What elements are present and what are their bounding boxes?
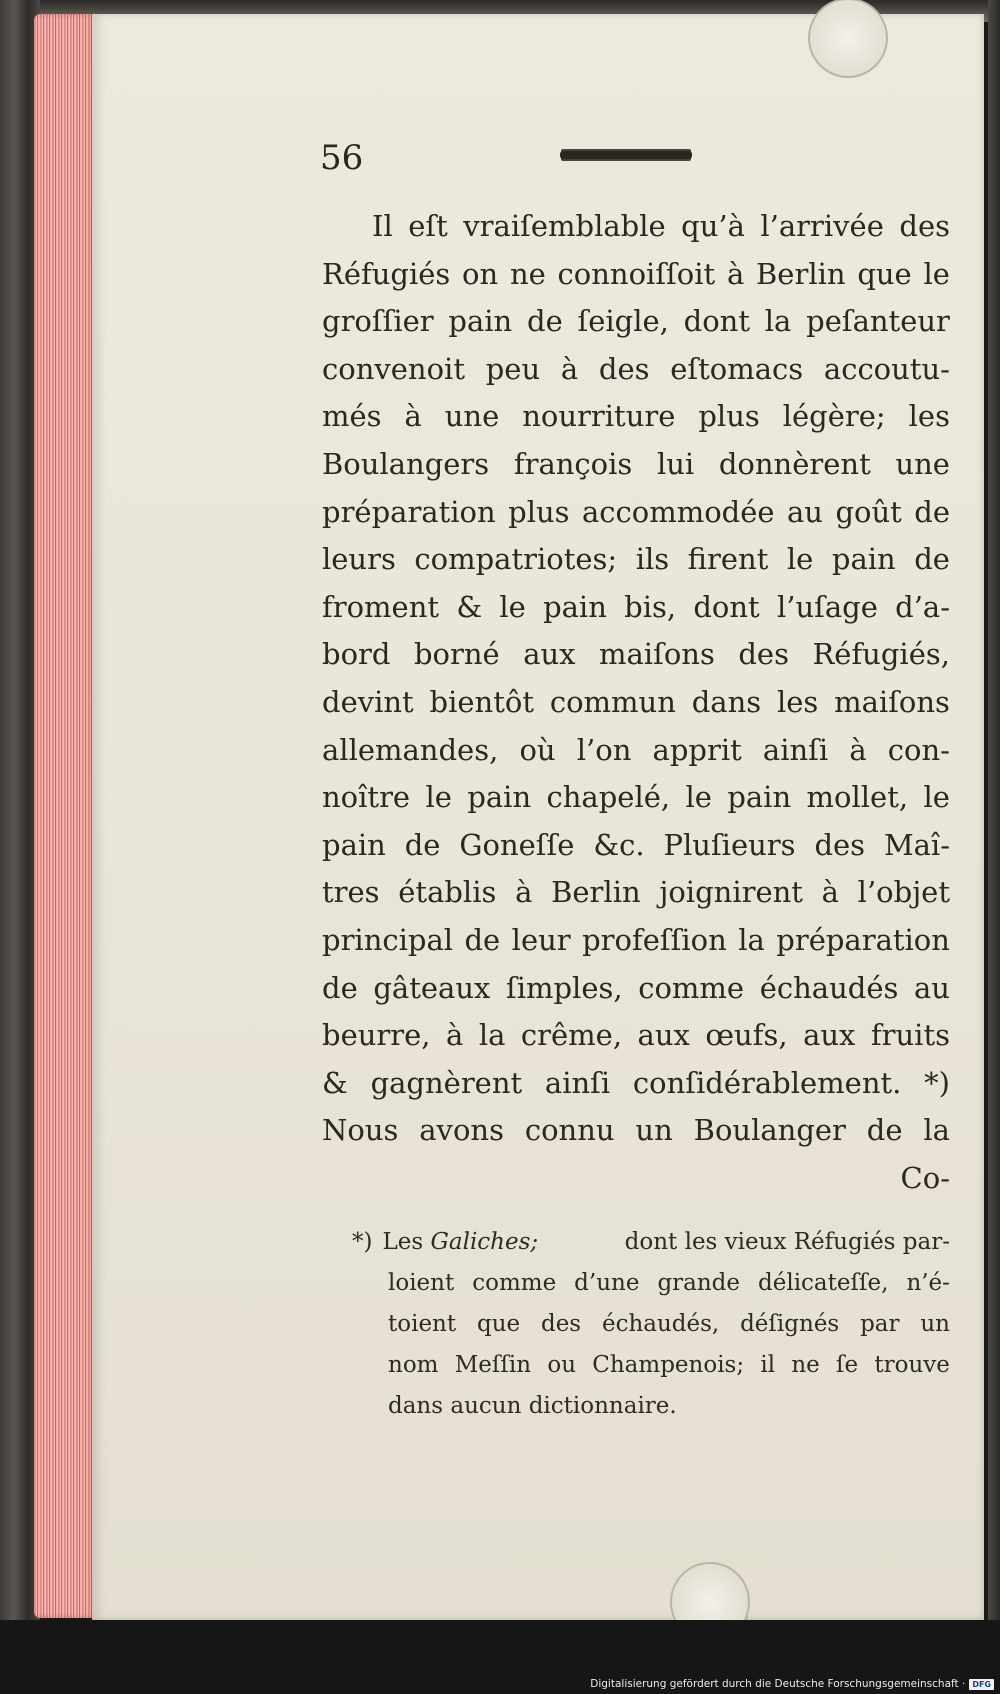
word: les: [908, 399, 950, 434]
catchword-text: Co-: [900, 1160, 950, 1195]
footnote-lead-word: Les: [382, 1229, 424, 1255]
word: devint: [322, 684, 414, 719]
word: mollet,: [806, 780, 909, 815]
word: œufs,: [705, 1018, 788, 1053]
word: plus: [508, 494, 570, 529]
footnote-first-line: [352, 1222, 950, 1263]
word: Maî-: [883, 827, 950, 862]
word: apprit: [652, 732, 742, 767]
word: accoutu-: [823, 351, 950, 386]
word: des: [598, 351, 650, 386]
word: il: [760, 1352, 776, 1378]
word: déſignés: [740, 1311, 840, 1337]
text-line: [322, 1107, 950, 1155]
word: dans: [691, 684, 762, 719]
word: aux: [523, 637, 576, 672]
word: Meſſin: [454, 1352, 532, 1378]
word: des: [738, 637, 789, 672]
word: profeſſion: [582, 922, 727, 957]
footnote-line: [352, 1345, 950, 1386]
word: à: [821, 875, 839, 910]
word: de: [914, 542, 950, 577]
text-line: [322, 774, 950, 822]
word: groſſier: [322, 304, 434, 339]
word: Réfugiés: [322, 256, 451, 291]
word: toient: [388, 1311, 457, 1337]
word: Boulanger: [693, 1113, 846, 1148]
word: commun: [549, 684, 676, 719]
word: le: [786, 542, 814, 577]
word: grande: [657, 1270, 741, 1296]
word: Pluſieurs: [663, 827, 796, 862]
word: noître: [322, 780, 411, 815]
word: donnèrent: [718, 446, 871, 481]
word: fruits: [870, 1018, 950, 1053]
word: ſimples,: [505, 970, 623, 1005]
word: n’é-: [906, 1270, 950, 1296]
word: joignirent: [659, 875, 803, 910]
word: l’on: [576, 732, 632, 767]
word: de: [527, 304, 563, 339]
text-line: [322, 679, 950, 727]
footnote-line: [352, 1263, 950, 1304]
word: &: [322, 1065, 348, 1100]
word: que: [476, 1311, 521, 1337]
word: Réfugiés,: [812, 637, 950, 672]
word: convenoit: [322, 351, 465, 386]
word: de: [322, 970, 358, 1005]
word: l’objet: [857, 875, 950, 910]
footnote-lead: [352, 1222, 538, 1263]
word: au: [787, 494, 823, 529]
word: le: [499, 589, 526, 624]
word: froment: [322, 589, 440, 624]
credit-text: Digitalisierung gefördert durch die Deutsche Forschungsgemeinschaft ·: [590, 1678, 966, 1690]
red-page-edge: [34, 14, 96, 1618]
text-line: [322, 393, 950, 441]
text-line: [322, 631, 950, 679]
word: dont: [683, 304, 751, 339]
word: connu: [524, 1113, 615, 1148]
word: à: [404, 399, 422, 434]
word: la: [478, 1018, 506, 1053]
word: d’a-: [895, 589, 950, 624]
word: à: [849, 732, 867, 767]
word: vraiſemblable: [463, 209, 666, 243]
word: ſe: [836, 1352, 859, 1378]
word: un: [635, 1113, 673, 1148]
footnote-line: [352, 1304, 950, 1345]
word: légère;: [782, 399, 886, 434]
page-number: 56: [320, 138, 364, 178]
word: principal: [322, 922, 454, 957]
word: préparation: [776, 922, 950, 957]
footnote: [352, 1222, 950, 1427]
word: trouve: [874, 1352, 950, 1378]
word: aux: [803, 1018, 856, 1053]
word: bientôt: [429, 684, 534, 719]
word: une: [895, 446, 950, 481]
word: allemandes,: [322, 732, 499, 767]
word: pain: [322, 827, 386, 862]
word: nourriture: [522, 399, 676, 434]
word: où: [519, 732, 556, 767]
word: chapelé,: [546, 780, 671, 815]
word: Berlin: [755, 256, 846, 291]
word: pain: [467, 780, 532, 815]
word: bord: [322, 637, 391, 672]
word: ainſi: [544, 1065, 611, 1100]
word: à: [446, 1018, 464, 1053]
word: firent: [687, 542, 769, 577]
text-line: [322, 203, 950, 251]
footnote-line: dans aucun dictionnaire.: [388, 1393, 677, 1419]
text-line: [322, 965, 950, 1013]
word: pain: [448, 304, 513, 339]
word: le: [923, 780, 950, 815]
text-line: [322, 917, 950, 965]
word: ou: [547, 1352, 577, 1378]
word: loient: [388, 1270, 455, 1296]
text-line: [322, 1060, 950, 1108]
word: par: [860, 1311, 900, 1337]
word: crême,: [520, 1018, 623, 1053]
word: établis: [398, 875, 497, 910]
word: avons: [419, 1113, 504, 1148]
word: que: [857, 256, 912, 291]
word: ne: [509, 256, 546, 291]
word: la: [764, 304, 792, 339]
word: lui: [656, 446, 695, 481]
word: échaudés,: [601, 1311, 720, 1337]
word: Boulangers: [322, 446, 490, 481]
word: comme: [472, 1270, 557, 1296]
word: de: [866, 1113, 903, 1148]
word: délicateſſe,: [758, 1270, 889, 1296]
word: leurs: [322, 542, 396, 577]
word: le: [425, 780, 452, 815]
dfg-logo: DFG: [969, 1679, 994, 1690]
text-line: [322, 298, 950, 346]
word: peu: [485, 351, 541, 386]
word: de: [464, 922, 501, 957]
word: més: [322, 399, 382, 434]
word: les: [776, 684, 819, 719]
word: Berlin: [551, 875, 641, 910]
word: &c.: [593, 827, 645, 862]
text-line: [322, 822, 950, 870]
word: plus: [698, 399, 760, 434]
word: accommodée: [581, 494, 775, 529]
word: Il: [372, 209, 393, 243]
word: leur: [511, 922, 571, 957]
word: ne: [791, 1352, 820, 1378]
digitization-credit: [590, 1677, 994, 1691]
footnote-first-rest: dont les vieux Réfugiés par-: [624, 1229, 950, 1255]
word: françois: [513, 446, 633, 481]
word: on: [462, 256, 499, 291]
word: pain: [727, 780, 792, 815]
word: des: [814, 827, 866, 862]
word: de: [914, 494, 950, 529]
word: goût: [835, 494, 902, 529]
text-line: [322, 584, 950, 632]
word: Goneſſe: [459, 827, 575, 862]
word: con-: [887, 732, 950, 767]
word: de: [404, 827, 441, 862]
text-line: [322, 251, 950, 299]
word: l’arrivée: [760, 209, 884, 243]
word: peſanteur: [806, 304, 950, 339]
word: beurre,: [322, 1018, 431, 1053]
body-text: [322, 203, 950, 1202]
footnote-italic-term: Galiches;: [430, 1229, 539, 1255]
text-line: [322, 489, 950, 537]
word: bis,: [624, 589, 677, 624]
word: la: [923, 1113, 950, 1148]
word: pain: [543, 589, 607, 624]
word: ils: [635, 542, 670, 577]
word: à: [515, 875, 533, 910]
word: tres: [322, 875, 380, 910]
word: le: [685, 780, 712, 815]
word: compatriotes;: [414, 542, 618, 577]
text-line: [322, 869, 950, 917]
word: l’uſage: [776, 589, 878, 624]
text-line: [322, 536, 950, 584]
word: des: [540, 1311, 582, 1337]
text-line: [322, 727, 950, 775]
text-line: [322, 1012, 950, 1060]
page-clip-top: [808, 0, 888, 78]
catchword: [322, 1155, 950, 1203]
header-rule: [560, 151, 692, 159]
word: maiſons: [599, 637, 715, 672]
text-line: [322, 346, 950, 394]
word: aux: [637, 1018, 690, 1053]
word: gagnèrent: [370, 1065, 523, 1100]
word: d’une: [574, 1270, 640, 1296]
word: dont: [693, 589, 760, 624]
word: eſtomacs: [670, 351, 804, 386]
word: maiſons: [834, 684, 950, 719]
word: une: [444, 399, 500, 434]
book-cover-right: [988, 0, 1000, 1640]
word: ainſi: [762, 732, 829, 767]
word: Champenois;: [592, 1352, 745, 1378]
word: un: [920, 1311, 950, 1337]
word: connoiſſoit: [557, 256, 716, 291]
word: Nous: [322, 1113, 399, 1148]
word: qu’à: [681, 209, 745, 243]
word: au: [914, 970, 950, 1005]
word: échaudés: [759, 970, 899, 1005]
word: eſt: [408, 209, 448, 243]
word: pain: [831, 542, 896, 577]
word: préparation: [322, 494, 496, 529]
text-line: [322, 441, 950, 489]
word: des: [899, 209, 950, 243]
word: borné: [413, 637, 500, 672]
word: à: [560, 351, 579, 386]
footnote-marker: *): [352, 1229, 373, 1255]
word: nom: [388, 1352, 439, 1378]
word: ſeigle,: [577, 304, 669, 339]
word: conſidérablement.: [632, 1065, 902, 1100]
word: le: [923, 256, 950, 291]
word: gâteaux: [373, 970, 491, 1005]
word: *): [924, 1065, 950, 1100]
word: la: [738, 922, 765, 957]
word: comme: [638, 970, 745, 1005]
word: &: [456, 589, 483, 624]
word: à: [726, 256, 745, 291]
